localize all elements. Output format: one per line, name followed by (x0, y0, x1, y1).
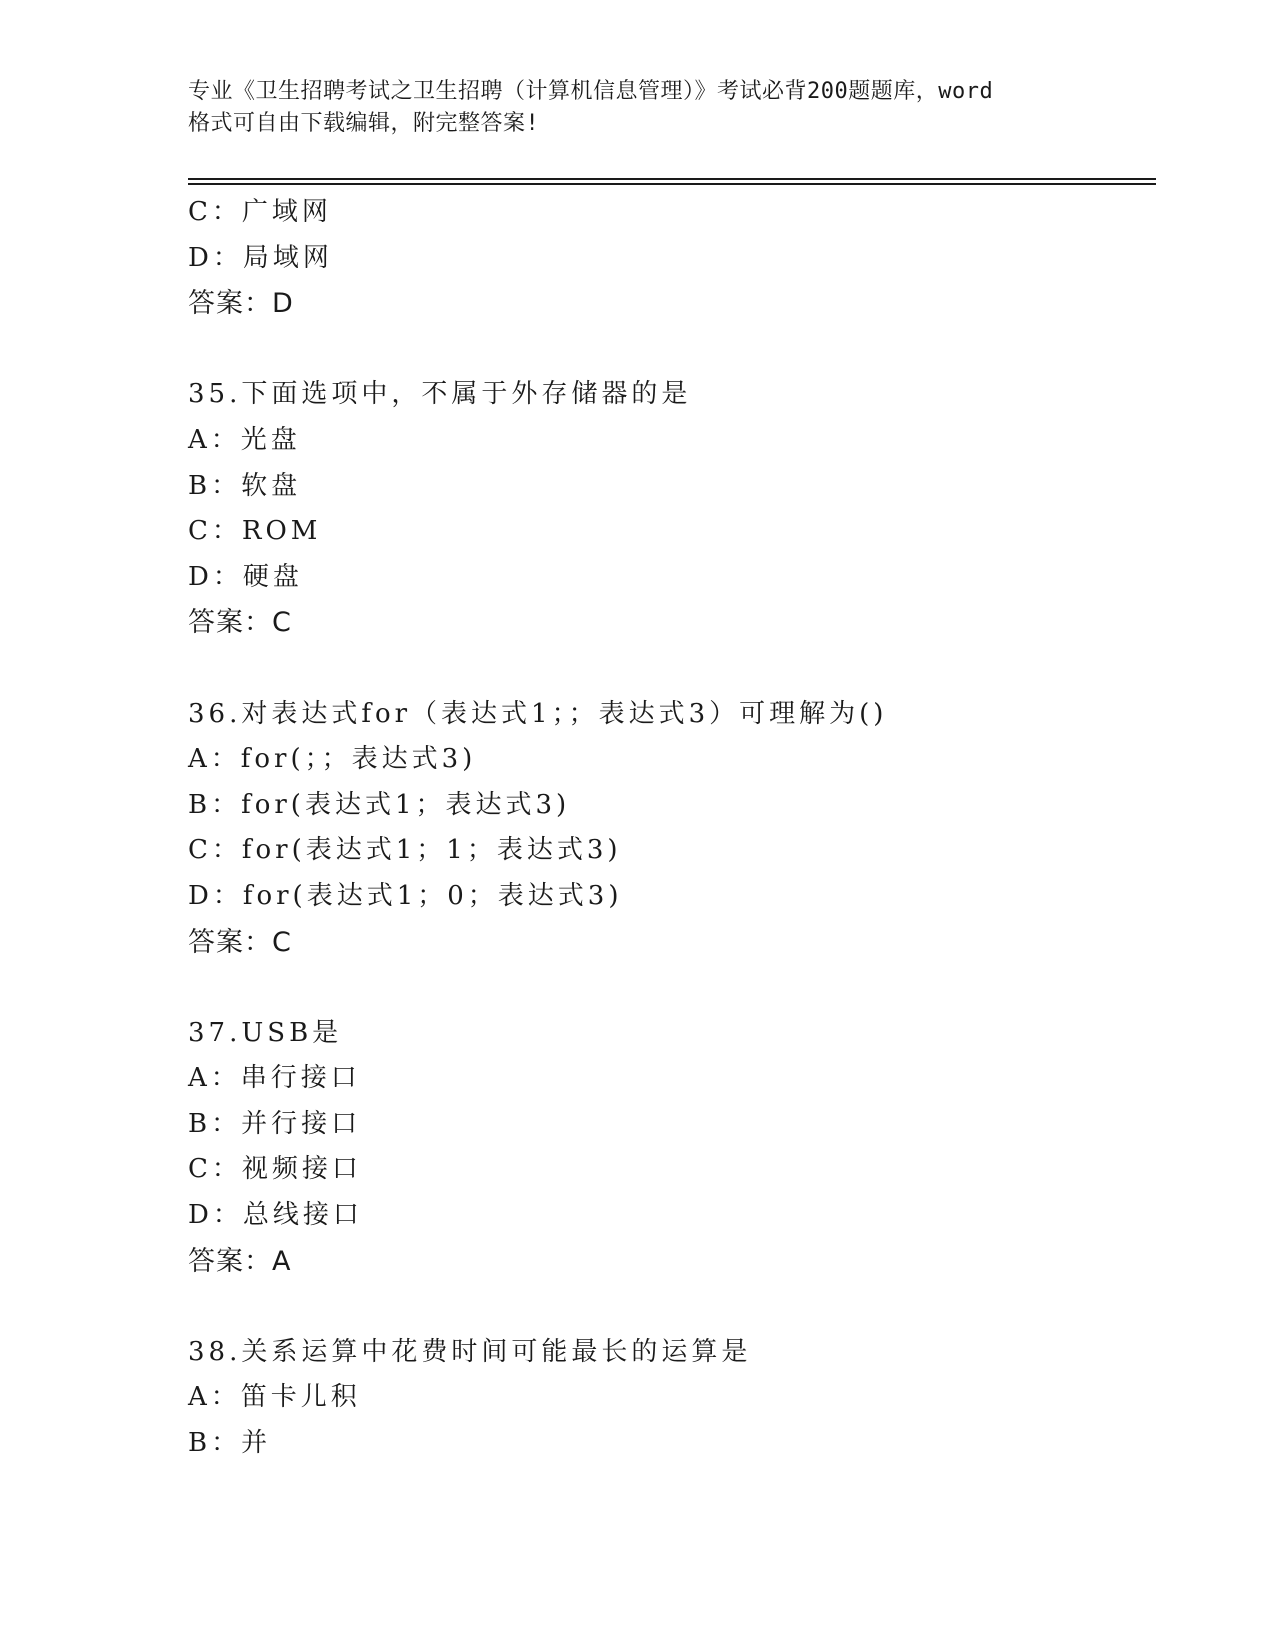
option-line: A：光盘 (188, 424, 301, 455)
option-line: B：并行接口 (188, 1108, 362, 1139)
question-stem: 35.下面选项中，不属于外存储器的是 (188, 379, 692, 410)
answer-line: 答案：D (188, 288, 294, 320)
option-line: A：串行接口 (188, 1063, 361, 1094)
option-line: D：硬盘 (188, 561, 303, 592)
answer-line: 答案：C (188, 607, 292, 639)
option-line: A：笛卡儿积 (188, 1382, 361, 1413)
option-line: D：总线接口 (188, 1200, 363, 1231)
option-line: D：局域网 (188, 242, 333, 273)
option-line: C：广域网 (188, 197, 332, 227)
spacer (188, 646, 1148, 692)
question-stem: 37.USB是 (188, 1017, 343, 1048)
spacer (188, 327, 1148, 373)
question-stem: 38.关系运算中花费时间可能最长的运算是 (188, 1336, 752, 1367)
answer-line: 答案：C (188, 926, 292, 958)
header-divider-top (188, 178, 1156, 180)
header-divider-bottom (188, 183, 1156, 185)
option-line: A：for(；；表达式3) (188, 744, 477, 775)
question-content (188, 190, 1148, 1467)
option-line: B：for(表达式1；表达式3) (188, 789, 571, 820)
spacer (188, 1284, 1148, 1330)
question-stem: 36.对表达式for（表达式1；；表达式3）可理解为() (188, 698, 888, 729)
answer-line: 答案：A (188, 1245, 292, 1277)
option-line: D：for(表达式1；0；表达式3) (188, 880, 623, 911)
document-header (188, 76, 1088, 140)
option-line: C：视频接口 (188, 1154, 362, 1185)
option-line: C：ROM (188, 516, 322, 547)
option-line: C：for(表达式1；1；表达式3) (188, 835, 622, 866)
header-title-line-2: 格式可自由下载编辑，附完整答案! (188, 111, 540, 136)
spacer (188, 965, 1148, 1011)
option-line: B：并 (188, 1428, 272, 1459)
header-title-line-1: 专业《卫生招聘考试之卫生招聘（计算机信息管理）》考试必背200题题库，word (188, 79, 994, 104)
option-line: B：软盘 (188, 470, 302, 501)
